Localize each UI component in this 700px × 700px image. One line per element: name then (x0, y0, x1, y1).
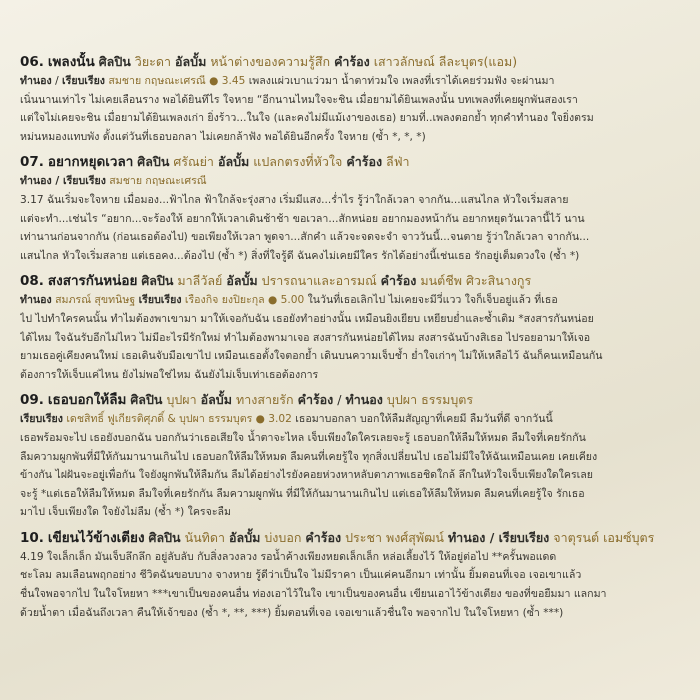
lyrics-line: ลืมความผูกพันที่มีให้กันมานานเกินไป เธอบอกให้ลืมให้หมด ลืมคนที่เคยรู้ใจ ทุกสิ่งเปลี่ยนไป เธอไม่มีใจให้ฉันเหมือนเคย เคยเคียง (20, 450, 598, 463)
lyrics-line: แต่จะทำ...เช่นไร “อยาก...จะร้องให้ อยากให้เวลาเดินช้าช้า ขอเวลา...สักหน่อย อยากมองหน้ากัน อยากหยุดวันเวลานี้ไว้ นาน (20, 212, 585, 225)
album-label: อัลบั้ม (174, 54, 207, 69)
song-header (20, 52, 682, 72)
track-number: 06. (20, 54, 44, 70)
lyrics-line: มาไป เจ็บเพียงใด ใจยังไม่ลืม (ซ้ำ *) ใครจะลืม (20, 506, 231, 519)
arranged-label: เรียบเรียง (138, 294, 182, 307)
composer-name: สมชาย กฤษณะเศรณี (108, 75, 206, 87)
artist-name: บุปผา (166, 392, 197, 408)
track-number: 07. (20, 154, 44, 171)
artist-label: ศิลปิน (98, 54, 131, 69)
artist-label: ศิลปิน (141, 273, 174, 289)
album-name: ปรารถนาและอารมณ์ (261, 273, 377, 289)
composer-name: สมชาย กฤษณะเศรณี (109, 175, 207, 188)
album-name: ทางสายรัก (235, 392, 294, 408)
lyrics-line: ได้ไหม ใจฉันรับอีกไม่ไหว ไม่มีอะไรมีรักใหม่ ทำไมต้องพามาเจอ สงสารกันหน่อยได้ไหม สงสารฉันบ้างสิเธอ ไปรอยอามาให้เจอ (20, 331, 591, 344)
song-06 (20, 52, 682, 146)
composer-name: สมภรณ์ สุขทนิษฐ (55, 294, 136, 307)
song-10 (20, 528, 682, 622)
track-number: 09. (20, 392, 44, 409)
credit-line: ทำนอง สมภรณ์ สุขทนิษฐ เรียบเรียง เรืองกิจ ยงปิยะกุล ● 5.00 ในวันที่เธอเลิกไป ไม่เคยจะมีวี่แวว ใจก็เจ็บอยู่แล้ว ที่เธอ (20, 294, 558, 307)
lyrics-line: ต้องการให้เจ็บแค่ไหน ยังไม่พอใช่ไหม ฉันยังไม่เจ็บเท่าเธอต้องการ (20, 368, 319, 381)
artist-label: ศิลปิน (130, 392, 163, 408)
lyrics-sheet (0, 52, 700, 628)
arranger-name: เดชสิทธิ์ ฟูเกียรติศุภดิ์ & บุปผา ธรรมบุตร (66, 413, 253, 426)
lyrics-line: ด้วยน้ำตา เมื่อฉันถึงเวลา คืนให้เจ้าของ (ซ้ำ *, **, ***) ยิ้มตอนที่เจอ เจอเขาแล้วชื่นใจ พอจากไป ในใจโหยหา (ซ้ำ ***) (20, 606, 564, 619)
track-number: 10. (20, 529, 44, 546)
lyrics-line: จะรู้ *แต่เธอให้ลืมให้หมด ลืมใจที่เคยรักกัน ลืมความผูกพัน ที่มีให้กันมานานเกินไป แต่เธอให้ลืมให้หมด ลืมคนที่เคยรู้ใจ รักเธอ (20, 487, 585, 500)
album-label: อัลบั้ม (229, 529, 261, 545)
duration: 5.00 (280, 294, 305, 307)
lyrics-label: คำร้อง (334, 54, 370, 69)
lyrics-label: คำร้อง (297, 392, 334, 408)
album-name: บ่งบอก (264, 529, 302, 545)
lyrics-label: คำร้อง (380, 273, 417, 289)
artist-label: ศิลปิน (148, 529, 181, 545)
album-name: หน้าต่างของความรู้สึก (210, 54, 331, 69)
artist-name: นันทิดา (184, 529, 226, 545)
melody-arranged-label: ทำนอง / เรียบเรียง (20, 175, 106, 188)
lyrics-line: ชื่นใจพอจากไป ในใจโหยหา ***เขาเป็นของคนอื่น ท่องเอาไว้ในใจ เขาเป็นของคนอื่น เขียนเอาไว้ข้างเตียง ของที่ขอยืมมา แลกมา (20, 588, 607, 601)
arranger-name: เรืองกิจ ยงปิยะกุล (184, 294, 265, 307)
melody-label: ทำนอง (20, 75, 52, 87)
artist-name: วิยะดา (134, 54, 171, 69)
song-header: 09. เธอบอกให้ลืม ศิลปิน บุปผา อัลบั้ม ทางสายรัก คำร้อง / ทำนอง บุปผา ธรรมบุตร (20, 392, 474, 409)
lyrics-text: ในวันที่เธอเลิกไป ไม่เคยจะมีวี่แวว ใจก็เจ็บอยู่แล้ว ที่เธอ (307, 294, 558, 307)
lyrics-line: 3.17 ฉันเริ่มจะใจหาย เมื่อมอง...ฟ้าไกล ฟ้าใกล้จะรุ่งสาง เริ่มมีแสง...ร่ำไร รู้ว่าใกล้เวลา จากกัน...แสนไกล หัวใจเริ่มสลาย (20, 193, 569, 206)
song-title: เพลงนั้น (47, 54, 95, 70)
credit-line (20, 172, 682, 191)
track-number: 08. (20, 273, 44, 290)
artist-name: มาลีวัลย์ (177, 273, 223, 289)
melody-arranged-label: ทำนอง / เรียบเรียง (447, 529, 550, 545)
song-title: อยากหยุดเวลา (47, 154, 134, 171)
lyrics-text: เพลงแผ่วเบาแว่วมา น้ำตาท่วมใจ เพลงที่เราได้เคยร่วมฟัง จะผ่านมา (248, 75, 555, 87)
credit-line: เรียบเรียง เดชสิทธิ์ ฟูเกียรติศุภดิ์ & บุปผา ธรรมบุตร ● 3.02 เธอมาบอกลา บอกให้ลืมสัญญาที่เคยมี ลืมวันที่ดี จากวันนี้ (20, 413, 553, 426)
album-label: อัลบั้ม (217, 154, 250, 170)
album-label: อัลบั้ม (226, 273, 258, 289)
album-label: อัลบั้ม (200, 392, 232, 408)
arranged-label: เรียบเรียง (20, 413, 63, 426)
lyrics-line: 4.19 ใจเล็กเล็ก มันเจ็บลึกลึก อยู่ลับลับ กับสิ่งลวงลวง รอน้ำค้างเพียงหยดเล็กเล็ก หล่อเลี้ยงไว้ ให้อยู่ต่อไป **ครั้นพอแดด (20, 550, 557, 563)
song-07 (20, 152, 682, 265)
song-header (20, 528, 682, 548)
lyricist-name: มนต์ชีพ ศิวะสินางกูร (420, 273, 532, 289)
song-header (20, 152, 682, 172)
song-title: เธอบอกให้ลืม (47, 392, 127, 409)
song-title: สงสารกันหน่อย (47, 273, 138, 290)
arranged-label: เรียบเรียง (62, 75, 105, 87)
lyrics-line: เธอพร้อมจะไป เธอยังบอกฉัน บอกกันว่าเธอเสียใจ น้ำตาจะไหล เจ็บเพียงใดใครเลยจะรู้ เธอบอกให้ลืมให้หมด ลืมใจที่เคยรักกัน (20, 431, 586, 444)
lyrics-line: ไป ไปทำใครคนนั้น ทำไมต้องพาเขามา มาให้เจอกับฉัน เธอยังทำอย่างนั้น เหมือนยิงเยียบ เหยียบย่ำและซ้ำเติม *สงสารกันหน่อย (20, 312, 594, 325)
lyrics-line: แสนไกล หัวใจเริ่มสลาย แต่เธอคง...ต้องไป (ซ้ำ *) สิ่งที่ใจรู้ดี ฉันคงไม่เคยมีใคร รักได้อย่างนี้เช่นเธอ รักอยู่เต็มดวงใจ (ซ้ำ *) (20, 249, 580, 262)
credit-line: ทำนอง / เรียบเรียง สมชาย กฤษณะเศรณี ● 3.45 เพลงแผ่วเบาแว่วมา น้ำตาท่วมใจ เพลงที่เราได้เคยร่วมฟัง จะผ่านมา (20, 75, 555, 87)
lyricist-name: ลีฟ่า (386, 154, 410, 170)
lyrics-line: เท่านานก่อนจากกัน (ก่อนเธอต้องไป) ขอเพียงให้เวลา พูดจา...สักคำ แล้วจะจดจะจำ จาววันนี้...จนตาย รู้ว่าใกล้เวลา จากกัน... (20, 231, 590, 244)
lyrics-line: ข้างกัน ไฝฝันจะอยู่เพื่อกัน ใจยังผูกพันให้ลืมกัน ลืมได้อย่างไรยังคอยห่วงหาหลับตาภาพเธอชิดใกล้ ลึกในหัวใจเจ็บเพียงใดใครเลย (20, 469, 593, 482)
composer-name: บุปผา ธรรมบุตร (386, 392, 474, 408)
album-name: แปลกตรงที่หัวใจ (253, 154, 343, 170)
lyrics-line: ชะโลม ลมเลือนพฤกอย่าง ชีวิตฉันขอบบาง จางหาย รู้ดีว่าเป็นใจ ไม่มีราคา เป็นแค่คนอีกมา เท่านั้น ยิ้มตอนที่เจอ เจอเขาแล้ว (20, 569, 582, 582)
duration: 3.02 (268, 413, 292, 426)
lyricist-name: เสาวลักษณ์ ลีละบุตร(แอม) (373, 54, 518, 69)
lyricist-name: ประชา พงศ์สุพัฒน์ (345, 529, 444, 545)
lyrics-line: ยามเธอคู่เคียงคนใหม่ เธอเดินจับมือเขาไป เหมือนเธอตั้งใจตอกย้ำ เดินบนความเจ็บช้ำ ย่ำใจเก่าๆ ไม่ให้เหลือไว้ ฉันก็คนเหมือนกัน (20, 350, 603, 363)
duration: 3.45 (221, 75, 246, 87)
melody-label: ทำนอง (345, 392, 383, 408)
lyrics-line: หม่นหมองแทบพัง ตั้งแต่วันที่เธอบอกลา ไม่เคยกล้าฟัง พอได้ยินอีกครั้ง ใจหาย (ซ้ำ *, *, *) (20, 130, 426, 143)
lyrics-line: เนิ่นนานเท่าไร ไม่เคยเลือนราง พอได้ยินทีไร ใจหาย “อีกนานไหมใจจะชิน เมื่อยามได้ยินเพลงนั้น บทเพลงที่เคยผูกพันสองเรา (20, 93, 578, 106)
song-title: เขียนไว้ข้างเตียง (47, 529, 145, 546)
artist-label: ศิลปิน (137, 154, 170, 170)
song-header (20, 271, 682, 291)
lyrics-line: แต่ใจไม่เคยจะชิน เมื่อยามได้ยินเพลงเก่า ยิ่งร้าว...ในใจ (และคงไม่มีแม้เงาของเธอ) ยามที่..เพลงตอกย้ำ ทุกคำทำนอง ใจยิ่งตรม (20, 112, 594, 125)
lyrics-text: เธอมาบอกลา บอกให้ลืมสัญญาที่เคยมี ลืมวันที่ดี จากวันนี้ (295, 413, 553, 426)
artist-name: ศรัณย่า (173, 154, 214, 170)
arranger-name: จาตุรนต์ เอมซ์บุตร (553, 529, 655, 545)
lyrics-label: คำร้อง (305, 529, 342, 545)
song-09 (20, 390, 682, 522)
song-08 (20, 271, 682, 384)
lyrics-label: คำร้อง (346, 154, 383, 170)
melody-label: ทำนอง (20, 294, 52, 307)
